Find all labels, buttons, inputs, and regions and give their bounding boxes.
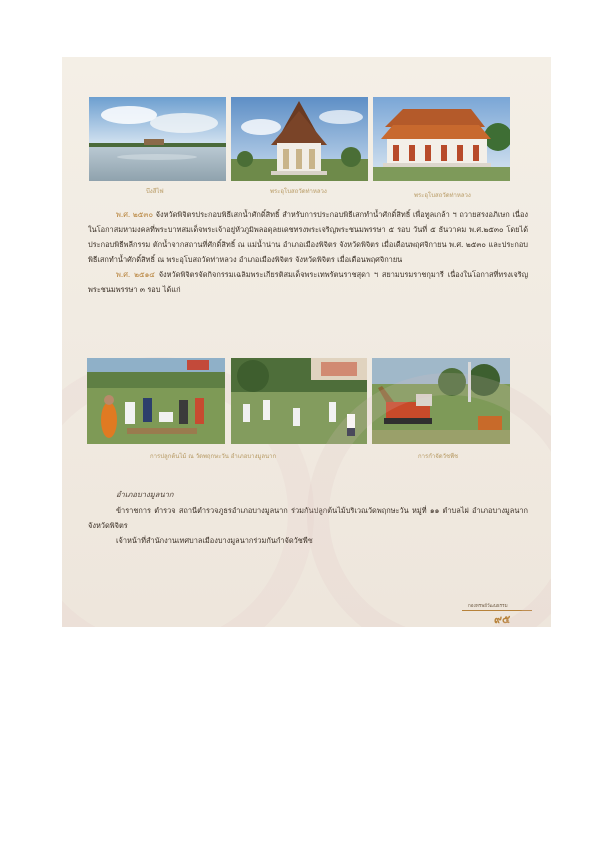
photo-tha-luang-ordination-hall-front bbox=[231, 97, 368, 181]
caption-tha-luang-front: พระอุโบสถวัดท่าหลวง bbox=[270, 188, 327, 195]
paragraph-2514 bbox=[88, 267, 528, 297]
photo-tree-planting-group bbox=[231, 358, 367, 444]
caption-weed-removal: การกำจัดวัชพืช bbox=[418, 453, 459, 460]
year-2514: พ.ศ. ๒๕๑๔ bbox=[116, 270, 155, 279]
body-text-bottom bbox=[88, 503, 528, 548]
section-heading-bang-mun-nak: อำเภอบางมูลนาก bbox=[116, 490, 174, 499]
book-page bbox=[62, 57, 551, 627]
page-number: ๙๕ bbox=[494, 613, 511, 626]
paragraph-2530 bbox=[88, 207, 528, 267]
caption-tree-planting: การปลูกต้นไม้ ณ วัดพฤกษะวัน อำเภอบางมูลนาก bbox=[150, 453, 277, 460]
paragraph-2530-text: จังหวัดพิจิตรประกอบพิธีเสกน้ำศักดิ์สิทธิ์ สำหรับการประกอบพิธีเสกทำน้ำศักดิ์สิทธิ์ เพื่อทูลเกล้า ฯ ถวายสรงอภิเษก เนื่องในโอกาสมหามงคลที่พระบาทสมเด็จพระเจ้าอยู่หัวภูมิพลอดุลยเดชทรงพระเจริญพระชนมพรรษา ๕ รอบ วันที่ ๕ ธันวาคม พ.ศ.๒๕๓๐ โดยได้ประกอบพิธีพลีกรรม ตักน้ำจากสถานที่ศักดิ์สิทธิ์ ณ แม่น้ำน่าน อำเภอเมืองพิจิตร จังหวัดพิจิตร เมื่อเดือนพฤศจิกายน พ.ศ. ๒๕๓๐ และประกอบพิธีเสกทำน้ำศักดิ์สิทธิ์ ณ พระอุโบสถวัดท่าหลวง อำเภอเมืองพิจิตร จังหวัดพิจิตร เมื่อเดือนพฤศจิกายน bbox=[88, 210, 529, 264]
footer-divider bbox=[462, 610, 532, 611]
section-paragraph-municipal: เจ้าหน้าที่สำนักงานเทศบาลเมืองบางมูลนากร่วมกันกำจัดวัชพืช bbox=[116, 536, 313, 545]
photo-bueng-si-fai bbox=[89, 97, 226, 181]
photo-tha-luang-ordination-hall-side bbox=[373, 97, 510, 181]
body-text-top bbox=[88, 207, 528, 297]
footer-label: กองทรพย์วัฒนธรรม bbox=[468, 604, 508, 609]
paragraph-2514-text: จังหวัดพิจิตรจัดกิจกรรมเฉลิมพระเกียรติสมเด็จพระเทพรัตนราชสุดา ฯ สยามบรมราชกุมารี เนื่องในโอกาสที่ทรงเจริญพระชนมพรรษา ๓ รอบ ได้แก่ bbox=[88, 270, 528, 294]
photo-weed-removal bbox=[372, 358, 510, 444]
photo-tree-planting-monk bbox=[87, 358, 225, 444]
caption-bueng-si-fai: บึงสีไฟ bbox=[146, 188, 164, 195]
section-paragraph-police: ข้าราชการ ตำรวจ สถานีตำรวจภูธรอำเภอบางมูลนาก ร่วมกันปลูกต้นไม้บริเวณวัดพฤกษะวัน หมู่ที่ ๑๑ ตำบลไผ่ อำเภอบางมูลนาก จังหวัดพิจิตร bbox=[88, 506, 528, 530]
year-2530: พ.ศ. ๒๕๓๐ bbox=[116, 210, 153, 219]
caption-tha-luang-side: พระอุโบสถวัดท่าหลวง bbox=[414, 192, 471, 199]
